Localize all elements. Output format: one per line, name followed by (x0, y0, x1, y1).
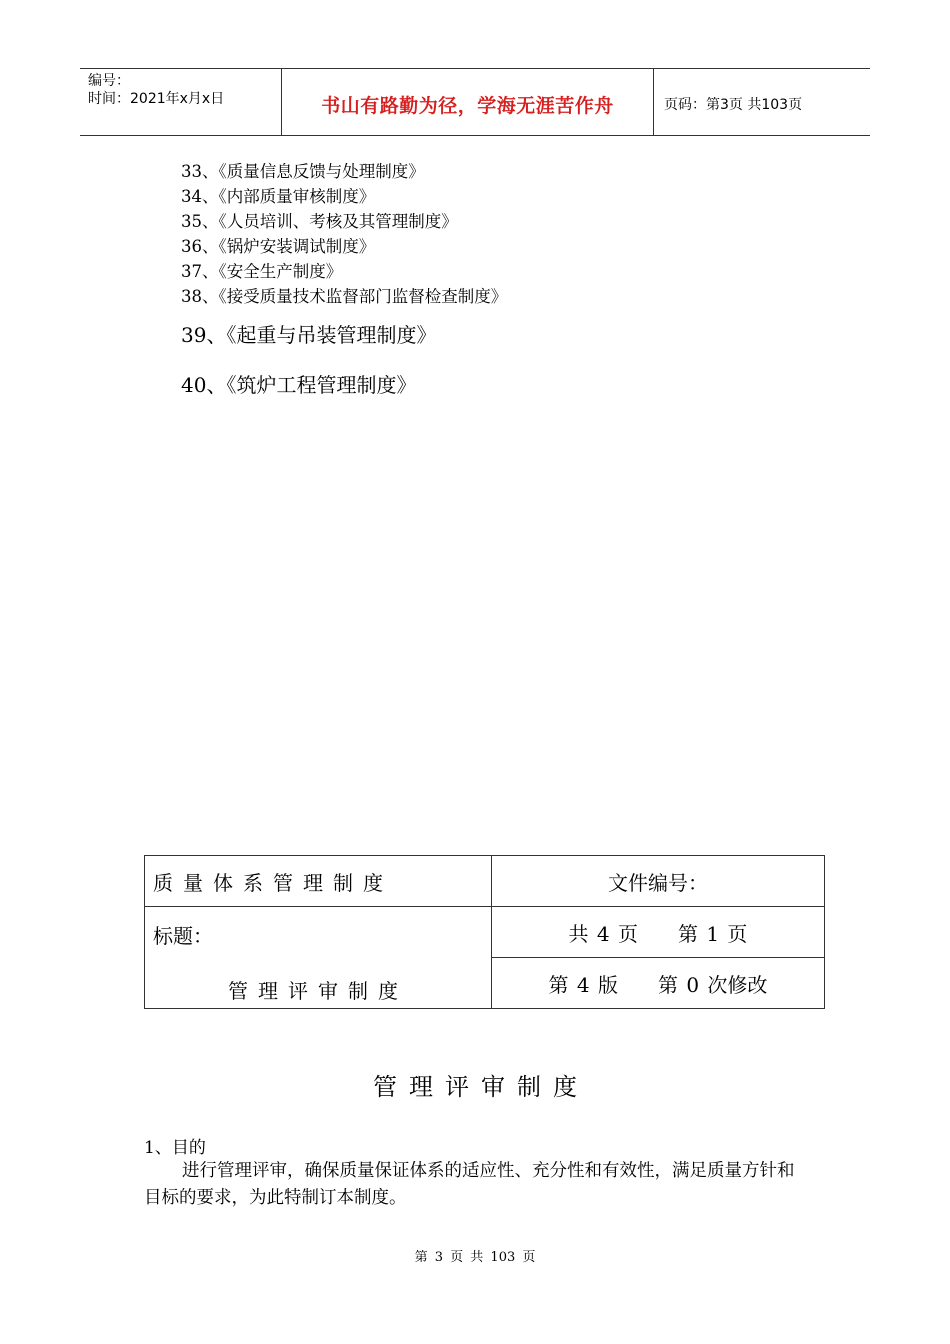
list-item: 38、《接受质量技术监督部门监督检查制度》 (181, 287, 508, 306)
header-number-label: 编号： (88, 73, 130, 89)
title-cell (145, 907, 492, 1009)
version-info: 第 4 版 第 0 次修改 (492, 958, 825, 1009)
header-time-label: 时间：2021年x月x日 (88, 91, 225, 107)
list-item: 37、《安全生产制度》 (181, 262, 343, 281)
title-value: 管理评审制度 (228, 979, 408, 1003)
purpose-paragraph: 进行管理评审，确保质量保证体系的适应性、充分性和有效性，满足质量方针和目标的要求，为此特制订本制度。 (144, 1161, 795, 1208)
list-item: 39、《起重与吊装管理制度》 (181, 323, 437, 347)
list-item: 34、《内部质量审核制度》 (181, 187, 376, 206)
header-motto: 书山有路勤为径，学海无涯苦作舟 (282, 69, 654, 135)
list-item: 40、《筑炉工程管理制度》 (181, 373, 417, 397)
header-page-code: 页码：第3页 共103页 (664, 97, 803, 113)
list-item: 33、《质量信息反馈与处理制度》 (181, 162, 425, 181)
page-count: 共 4 页 第 1 页 (492, 907, 825, 958)
section-title: 管理评审制度 (373, 1073, 589, 1101)
system-name: 质量体系管理制度 (145, 856, 492, 907)
header-meta (80, 69, 282, 135)
purpose-heading: 1、目的 (144, 1138, 206, 1158)
document-control-table (144, 855, 825, 1009)
page-footer: 第 3 页 共 103 页 (414, 1250, 536, 1265)
title-label: 标题： (153, 924, 213, 948)
list-item: 36、《锅炉安装调试制度》 (181, 237, 376, 256)
list-item: 35、《人员培训、考核及其管理制度》 (181, 212, 458, 231)
page-header (80, 68, 870, 136)
file-number-label: 文件编号： (492, 856, 825, 907)
